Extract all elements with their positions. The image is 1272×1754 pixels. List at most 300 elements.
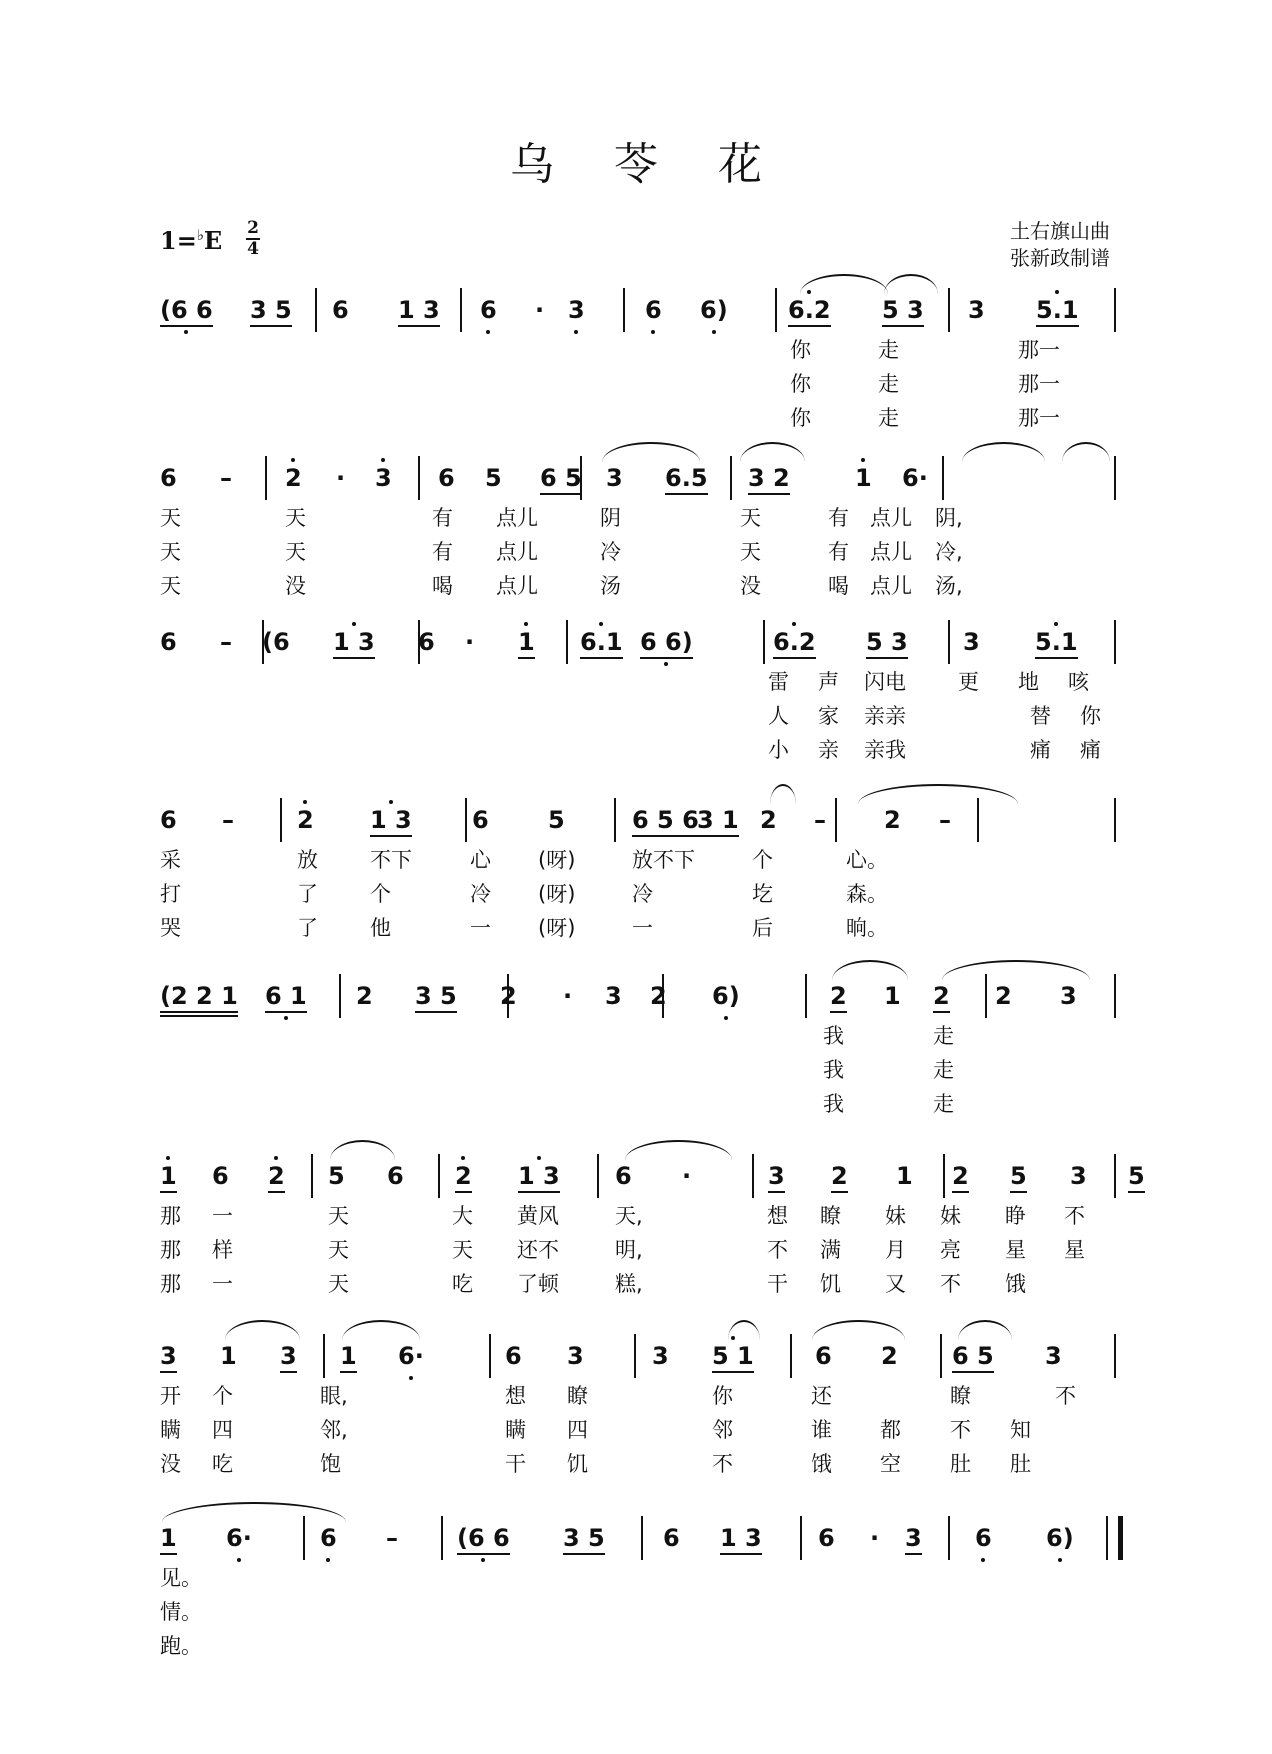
note-group: 3	[968, 296, 985, 324]
note-group: 2	[760, 806, 777, 834]
lyric-syllable: 我	[823, 1024, 844, 1048]
notation-line	[0, 280, 1272, 350]
lyric-syllable: 走	[933, 1058, 954, 1082]
bar-line	[438, 1154, 440, 1198]
lyric-syllable: 冷	[600, 540, 621, 564]
lyric-syllable: 星	[1064, 1238, 1085, 1262]
bar-line	[465, 798, 467, 842]
note-group: 6	[480, 298, 497, 322]
arranger-credit: 张新政制谱	[1010, 246, 1110, 270]
note-group: –	[220, 464, 232, 492]
lyric-syllable: 妹	[885, 1204, 906, 1228]
lyric-syllable: 亮	[940, 1238, 961, 1262]
lyric-syllable: 心	[470, 848, 491, 872]
lyric-syllable: 没	[740, 574, 761, 598]
note-group: 3 5	[415, 984, 457, 1008]
lyric-syllable: 天	[452, 1238, 473, 1262]
note-group: 1 3	[370, 808, 412, 832]
note-group: 5	[1128, 1164, 1145, 1188]
note-group: –	[939, 806, 951, 834]
lyric-syllable: 你	[790, 338, 811, 362]
repeat-end-bar	[1106, 1516, 1123, 1560]
lyric-syllable: 阴	[600, 506, 621, 530]
note-group: 6	[663, 1524, 680, 1552]
note-group: 3	[606, 464, 623, 492]
note-group: 6.5	[665, 466, 708, 490]
lyric-syllable: 你	[712, 1384, 733, 1408]
bar-line	[418, 620, 420, 664]
lyric-syllable: 亲我	[864, 738, 906, 762]
bar-line	[752, 1154, 754, 1198]
lyric-syllable: 饥	[567, 1452, 588, 1476]
lyric-syllable: 有	[828, 540, 849, 564]
bar-line	[265, 456, 267, 500]
lyric-syllable: 晌。	[846, 916, 888, 940]
lyric-syllable: 人	[768, 704, 789, 728]
note-group: 6	[818, 1524, 835, 1552]
lyric-syllable: 还	[811, 1384, 832, 1408]
bar-line	[662, 974, 664, 1018]
lyric-syllable: 有	[432, 540, 453, 564]
note-group: 1	[220, 1342, 237, 1370]
lyric-syllable: 后	[752, 916, 773, 940]
note-group: 1	[518, 630, 535, 654]
lyric-syllable: 见。	[160, 1566, 202, 1590]
lyric-syllable: 亲亲	[864, 704, 906, 728]
note-group: 3	[280, 1344, 297, 1368]
lyric-syllable: 不	[950, 1418, 971, 1442]
note-group: 5 3	[882, 298, 924, 322]
bar-line	[262, 620, 264, 664]
note-group: –	[220, 628, 232, 656]
slur	[812, 1320, 905, 1340]
lyric-syllable: 天	[160, 574, 181, 598]
note-group: 1	[855, 466, 872, 490]
note-group: 5 1	[712, 1344, 754, 1368]
note-group: 2	[881, 1342, 898, 1370]
note-group: 1 3	[720, 1526, 762, 1550]
note-group: 6	[505, 1342, 522, 1370]
lyric-syllable: 走	[933, 1024, 954, 1048]
note-group: 1 3	[333, 630, 375, 654]
note-group: (2 2 1	[160, 984, 238, 1008]
bar-line	[1114, 1154, 1116, 1198]
lyric-syllable: 个	[212, 1384, 233, 1408]
note-group: ·	[535, 296, 545, 324]
lyric-syllable: 闪电	[864, 670, 906, 694]
bar-line	[942, 456, 944, 500]
lyric-syllable: 都	[880, 1418, 901, 1442]
bar-line	[1114, 288, 1116, 332]
note-group: 6	[212, 1162, 229, 1190]
lyric-syllable: 不下	[370, 848, 412, 872]
lyric-syllable: 一	[470, 916, 491, 940]
note-group: 3	[605, 982, 622, 1010]
lyric-syllable: 冷	[632, 882, 653, 906]
bar-line	[597, 1154, 599, 1198]
note-group: 3	[1060, 982, 1077, 1010]
lyric-syllable: 谁	[811, 1418, 832, 1442]
bar-line	[977, 798, 979, 842]
key-signature	[160, 226, 222, 255]
note-group: 3	[1070, 1162, 1087, 1190]
key-prefix: 1=	[160, 226, 197, 255]
note-group: (6	[262, 628, 290, 656]
lyric-syllable: 想	[767, 1204, 788, 1228]
note-group: 3 2	[748, 466, 790, 490]
lyric-syllable: 打	[160, 882, 181, 906]
bar-line	[800, 1516, 802, 1560]
note-group: ·	[682, 1162, 692, 1190]
lyric-syllable: 有	[828, 506, 849, 530]
note-group: 3	[567, 1342, 584, 1370]
lyric-syllable: 想	[505, 1384, 526, 1408]
note-group: ·	[336, 464, 346, 492]
bar-line	[623, 288, 625, 332]
note-group: 6	[160, 628, 177, 656]
bar-line	[948, 288, 950, 332]
lyric-syllable: 个	[370, 882, 391, 906]
lyric-syllable: 个	[752, 848, 773, 872]
note-group: 5	[328, 1162, 345, 1190]
lyric-syllable: 月	[885, 1238, 906, 1262]
notation-line	[0, 448, 1272, 518]
lyric-syllable: 妹	[940, 1204, 961, 1228]
lyric-syllable: 天,	[615, 1204, 643, 1228]
lyric-syllable: 干	[767, 1272, 788, 1296]
slur	[1062, 442, 1110, 462]
song-title: 乌苓花	[510, 139, 822, 190]
time-top: 2	[247, 218, 259, 238]
note-group: 6.1	[580, 630, 623, 654]
slur	[942, 960, 1090, 980]
lyric-syllable: 天	[740, 540, 761, 564]
lyric-syllable: 更	[958, 670, 979, 694]
lyric-syllable: 家	[818, 704, 839, 728]
lyric-syllable: 瞒	[505, 1418, 526, 1442]
slur	[958, 1320, 1012, 1340]
lyric-syllable: 不	[712, 1452, 733, 1476]
lyric-syllable: 吃	[212, 1452, 233, 1476]
lyric-syllable: 一	[212, 1204, 233, 1228]
lyric-syllable: 他	[370, 916, 391, 940]
bar-line	[1114, 974, 1116, 1018]
lyric-syllable: 点儿	[496, 540, 538, 564]
lyric-syllable: 空	[880, 1452, 901, 1476]
note-group: 6	[815, 1342, 832, 1370]
lyric-syllable: 雷	[768, 670, 789, 694]
lyric-syllable: 眼,	[320, 1384, 348, 1408]
note-group: 6	[615, 1162, 632, 1190]
note-group: 2	[297, 808, 314, 832]
note-group: 1 3	[518, 1164, 560, 1188]
note-group: 2	[995, 982, 1012, 1010]
lyric-syllable: 不	[767, 1238, 788, 1262]
lyric-syllable: 糕,	[615, 1272, 643, 1296]
lyric-syllable: 那	[160, 1204, 181, 1228]
bar-line	[580, 456, 582, 500]
bar-line	[775, 288, 777, 332]
note-group: 6)	[712, 984, 740, 1008]
bar-line	[1114, 456, 1116, 500]
lyric-syllable: 知	[1010, 1418, 1031, 1442]
bar-line	[985, 974, 987, 1018]
lyric-syllable: 明,	[615, 1238, 643, 1262]
note-group: 3	[160, 1344, 177, 1368]
note-group: 6·	[398, 1344, 424, 1368]
lyric-syllable: 那一	[1018, 338, 1060, 362]
note-group: 1	[896, 1162, 913, 1190]
bar-line	[566, 620, 568, 664]
lyric-syllable: 肚	[950, 1452, 971, 1476]
lyric-syllable: 四	[567, 1418, 588, 1442]
slur	[342, 1320, 420, 1340]
note-group: 6	[387, 1162, 404, 1190]
bar-line	[805, 974, 807, 1018]
slur	[832, 960, 908, 980]
slur	[225, 1320, 300, 1340]
note-group: 3	[963, 628, 980, 656]
note-group: 6	[418, 628, 435, 656]
lyric-syllable: 天	[285, 540, 306, 564]
lyric-syllable: 跑。	[160, 1634, 202, 1658]
lyric-syllable: 替	[1030, 704, 1051, 728]
note-group: 6)	[700, 298, 728, 322]
lyric-syllable: 声	[818, 670, 839, 694]
lyric-syllable: 了	[297, 916, 318, 940]
lyric-syllable: 痛	[1030, 738, 1051, 762]
lyric-syllable: 饥	[820, 1272, 841, 1296]
note-group: 1	[340, 1344, 357, 1368]
lyric-syllable: 圪	[752, 882, 773, 906]
lyric-syllable: 我	[823, 1092, 844, 1116]
note-group: 3	[768, 1164, 785, 1188]
lyric-syllable: 情。	[160, 1600, 202, 1624]
slur	[740, 442, 805, 462]
slur	[602, 442, 700, 462]
note-group: ·	[563, 982, 573, 1010]
slur	[962, 442, 1045, 462]
lyric-syllable: 汤,	[935, 574, 963, 598]
note-group: 2	[933, 984, 950, 1008]
bar-line	[835, 798, 837, 842]
lyric-syllable: (呀)	[538, 848, 576, 872]
flat-sign: ♭	[196, 226, 204, 244]
lyric-syllable: 哭	[160, 916, 181, 940]
lyric-syllable: 饿	[1005, 1272, 1026, 1296]
note-group: 6 6)	[640, 630, 693, 654]
note-group: 6	[320, 1526, 337, 1550]
bar-line	[641, 1516, 643, 1560]
lyric-syllable: 心。	[846, 848, 888, 872]
note-group: 6	[160, 806, 177, 834]
note-group: 3 1	[697, 808, 739, 832]
bar-line	[948, 620, 950, 664]
lyric-syllable: 我	[823, 1058, 844, 1082]
lyric-syllable: 没	[160, 1452, 181, 1476]
note-group: 6	[645, 298, 662, 322]
lyric-syllable: 冷,	[935, 540, 963, 564]
bar-line	[339, 974, 341, 1018]
lyric-syllable: 森。	[846, 882, 888, 906]
lyric-syllable: 睁	[1005, 1204, 1026, 1228]
note-group: 2	[952, 1164, 969, 1188]
lyric-syllable: 天	[160, 506, 181, 530]
note-group: 6.2	[773, 630, 816, 654]
lyric-syllable: 走	[933, 1092, 954, 1116]
bar-line	[614, 798, 616, 842]
composer-credit: 土右旗山曲	[1010, 219, 1110, 243]
bar-line	[1114, 1334, 1116, 1378]
bar-line	[460, 288, 462, 332]
bar-line	[303, 1516, 305, 1560]
lyric-syllable: 痛	[1080, 738, 1101, 762]
bar-line	[315, 288, 317, 332]
lyric-syllable: 邻	[712, 1418, 733, 1442]
note-group: 1	[884, 982, 901, 1010]
bar-line	[790, 1334, 792, 1378]
lyric-syllable: 点儿	[870, 540, 912, 564]
lyric-syllable: (呀)	[538, 882, 576, 906]
lyric-syllable: 瞭	[567, 1384, 588, 1408]
lyric-syllable: 地	[1018, 670, 1039, 694]
bar-line	[280, 798, 282, 842]
lyric-syllable: 满	[820, 1238, 841, 1262]
lyric-syllable: 没	[285, 574, 306, 598]
lyric-syllable: 你	[790, 406, 811, 430]
note-group: 2	[831, 1164, 848, 1188]
note-group: 1 3	[398, 298, 440, 322]
note-group: 2	[830, 984, 847, 1008]
lyric-syllable: 你	[1080, 704, 1101, 728]
note-group: 2	[285, 466, 302, 490]
notation-line	[0, 966, 1272, 1036]
lyric-syllable: 有	[432, 506, 453, 530]
note-group: 6)	[1046, 1526, 1074, 1550]
note-group: 1	[160, 1526, 177, 1550]
slur	[884, 274, 938, 294]
note-group: 2	[884, 806, 901, 834]
note-group: 3	[1045, 1342, 1062, 1370]
lyric-syllable: 那一	[1018, 406, 1060, 430]
lyric-syllable: 黄风	[517, 1204, 559, 1228]
lyric-syllable: 瞒	[160, 1418, 181, 1442]
note-group: 3 5	[250, 298, 292, 322]
note-group: 5.1	[1035, 630, 1078, 654]
note-group: 6	[438, 464, 455, 492]
lyric-syllable: 走	[878, 372, 899, 396]
lyric-syllable: 了顿	[517, 1272, 559, 1296]
note-group: 6	[472, 806, 489, 834]
notation-line	[0, 1326, 1272, 1396]
slur	[330, 1140, 395, 1160]
note-group: –	[814, 806, 826, 834]
lyric-syllable: 又	[885, 1272, 906, 1296]
lyric-syllable: 天	[328, 1204, 349, 1228]
note-group: 3	[905, 1526, 922, 1550]
slur	[858, 784, 1018, 804]
lyric-syllable: 一	[212, 1272, 233, 1296]
note-group: 2	[356, 982, 373, 1010]
lyric-syllable: 瞭	[950, 1384, 971, 1408]
lyric-syllable: 点儿	[496, 574, 538, 598]
lyric-syllable: 大	[452, 1204, 473, 1228]
note-group: –	[222, 806, 234, 834]
note-group: 6 5 6	[632, 808, 699, 832]
slur	[800, 274, 888, 294]
slur	[770, 784, 796, 804]
lyric-syllable: 不	[1055, 1384, 1076, 1408]
lyric-syllable: 小	[768, 738, 789, 762]
note-group: 6.2	[788, 298, 831, 322]
bar-line	[1114, 620, 1116, 664]
note-group: 5 3	[866, 630, 908, 654]
lyric-syllable: 点儿	[870, 506, 912, 530]
key-letter: E	[203, 226, 223, 255]
lyric-syllable: 那	[160, 1272, 181, 1296]
note-group: 5.1	[1036, 298, 1079, 322]
note-group: 6 5	[952, 1344, 994, 1368]
bar-line	[948, 1516, 950, 1560]
lyric-syllable: 瞭	[820, 1204, 841, 1228]
note-group: 6	[160, 464, 177, 492]
note-group: (6 6	[457, 1526, 510, 1550]
note-group: 2	[650, 982, 667, 1010]
lyric-syllable: 不	[1064, 1204, 1085, 1228]
lyric-syllable: 吃	[452, 1272, 473, 1296]
note-group: 2	[500, 982, 517, 1010]
bar-line	[489, 1334, 491, 1378]
note-group: 1	[160, 1164, 177, 1188]
note-group: 6·	[902, 464, 928, 492]
note-group: 2	[455, 1164, 472, 1188]
lyric-syllable: 阴,	[935, 506, 963, 530]
note-group: ·	[870, 1524, 880, 1552]
lyric-syllable: 汤	[600, 574, 621, 598]
lyric-syllable: 放	[297, 848, 318, 872]
lyric-syllable: (呀)	[538, 916, 576, 940]
lyric-syllable: 天	[285, 506, 306, 530]
lyric-syllable: 星	[1005, 1238, 1026, 1262]
lyric-syllable: 天	[160, 540, 181, 564]
lyric-syllable: 邻,	[320, 1418, 348, 1442]
bar-line	[634, 1334, 636, 1378]
lyric-syllable: 亲	[818, 738, 839, 762]
note-group: 6 1	[265, 984, 307, 1008]
note-group: 3	[375, 466, 392, 490]
lyric-syllable: 样	[212, 1238, 233, 1262]
note-group: ·	[465, 628, 475, 656]
lyric-syllable: 天	[740, 506, 761, 530]
lyric-syllable: 饱	[320, 1452, 341, 1476]
note-group: 5	[485, 464, 502, 492]
bar-line	[763, 620, 765, 664]
lyric-syllable: 不	[940, 1272, 961, 1296]
note-group: 5	[548, 806, 565, 834]
lyric-syllable: 干	[505, 1452, 526, 1476]
lyric-syllable: 开	[160, 1384, 181, 1408]
lyric-syllable: 了	[297, 882, 318, 906]
slur	[728, 1320, 760, 1340]
lyric-syllable: 天	[328, 1272, 349, 1296]
lyric-syllable: 那一	[1018, 372, 1060, 396]
note-group: 3	[568, 298, 585, 322]
note-group: 6	[332, 296, 349, 324]
bar-line	[943, 1154, 945, 1198]
lyric-syllable: 还不	[517, 1238, 559, 1262]
bar-line	[441, 1516, 443, 1560]
lyric-syllable: 走	[878, 338, 899, 362]
